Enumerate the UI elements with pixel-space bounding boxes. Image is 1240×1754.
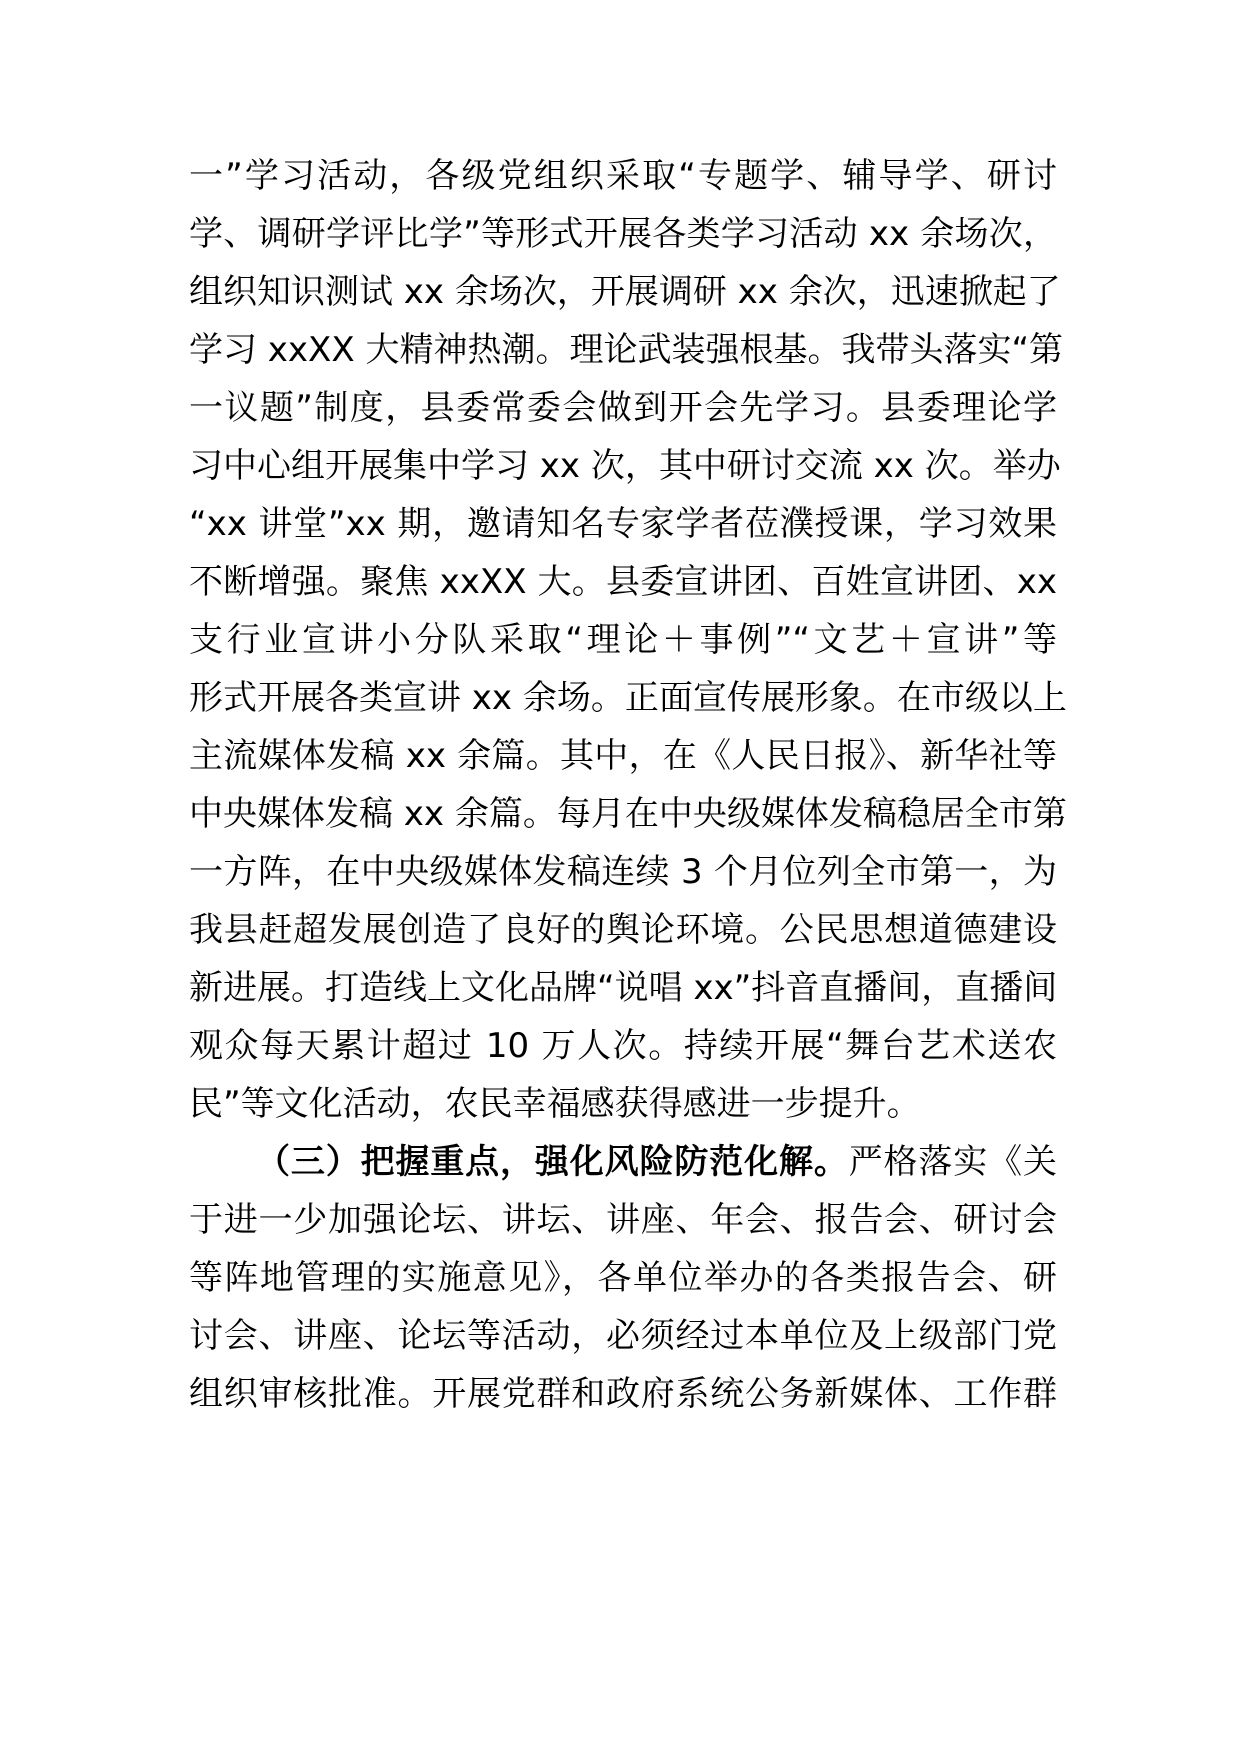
paragraph-line: 等阵地管理的实施意见》，各单位举办的各类报告会、研 [189, 1258, 1057, 1298]
paragraph-line: 于进一少加强论坛、讲坛、讲座、年会、报告会、研讨会 [189, 1200, 1057, 1240]
paragraph-line: 讨会、讲座、论坛等活动，必须经过本单位及上级部门党 [189, 1316, 1057, 1356]
paragraph-line: 学习 xxXX 大精神热潮。理论武装强根基。我带头落实“第 [189, 330, 1064, 370]
paragraph-line: 一方阵，在中央级媒体发稿连续 3 个月位列全市第一，为 [189, 852, 1057, 892]
paragraph-line: 新进展。打造线上文化品牌“说唱 xx”抖音直播间，直播间 [189, 968, 1058, 1008]
section-heading-line [256, 1138, 1057, 1186]
paragraph-line: 组织审核批准。开展党群和政府系统公务新媒体、工作群 [189, 1374, 1057, 1414]
paragraph-line: 中央媒体发稿 xx 余篇。每月在中央级媒体发稿稳居全市第 [189, 794, 1067, 834]
section-heading: （三）把握重点，强化风险防范化解。 [256, 1142, 849, 1182]
paragraph-line: 观众每天累计超过 10 万人次。持续开展“舞台艺术送农 [189, 1026, 1057, 1066]
section-heading-rest: 严格落实《关 [848, 1142, 1058, 1182]
paragraph-line: 组织知识测试 xx 余场次，开展调研 xx 余次，迅速掀起了 [189, 272, 1061, 312]
paragraph-line: 形式开展各类宣讲 xx 余场。正面宣传展形象。在市级以上 [189, 678, 1067, 718]
paragraph-line: 不断增强。聚焦 xxXX 大。县委宣讲团、百姓宣讲团、xx [189, 562, 1057, 602]
paragraph-line: 学、调研学评比学”等形式开展各类学习活动 xx 余场次， [189, 214, 1057, 254]
paragraph-line: 习中心组开展集中学习 xx 次，其中研讨交流 xx 次。举办 [189, 446, 1061, 486]
paragraph-line: 支行业宣讲小分队采取“理论＋事例”“文艺＋宣讲”等 [189, 620, 1057, 660]
paragraph-line: “xx 讲堂”xx 期，邀请知名专家学者莅濮授课，学习效果 [189, 504, 1057, 544]
paragraph-line: 民”等文化活动，农民幸福感获得感进一步提升。 [189, 1084, 921, 1124]
paragraph-line: 一”学习活动，各级党组织采取“专题学、辅导学、研讨 [189, 156, 1057, 196]
paragraph-line: 主流媒体发稿 xx 余篇。其中，在《人民日报》、新华社等 [189, 736, 1057, 776]
paragraph-line: 一议题”制度，县委常委会做到开会先学习。县委理论学 [189, 388, 1057, 428]
paragraph-line: 我县赶超发展创造了良好的舆论环境。公民思想道德建设 [189, 910, 1057, 950]
